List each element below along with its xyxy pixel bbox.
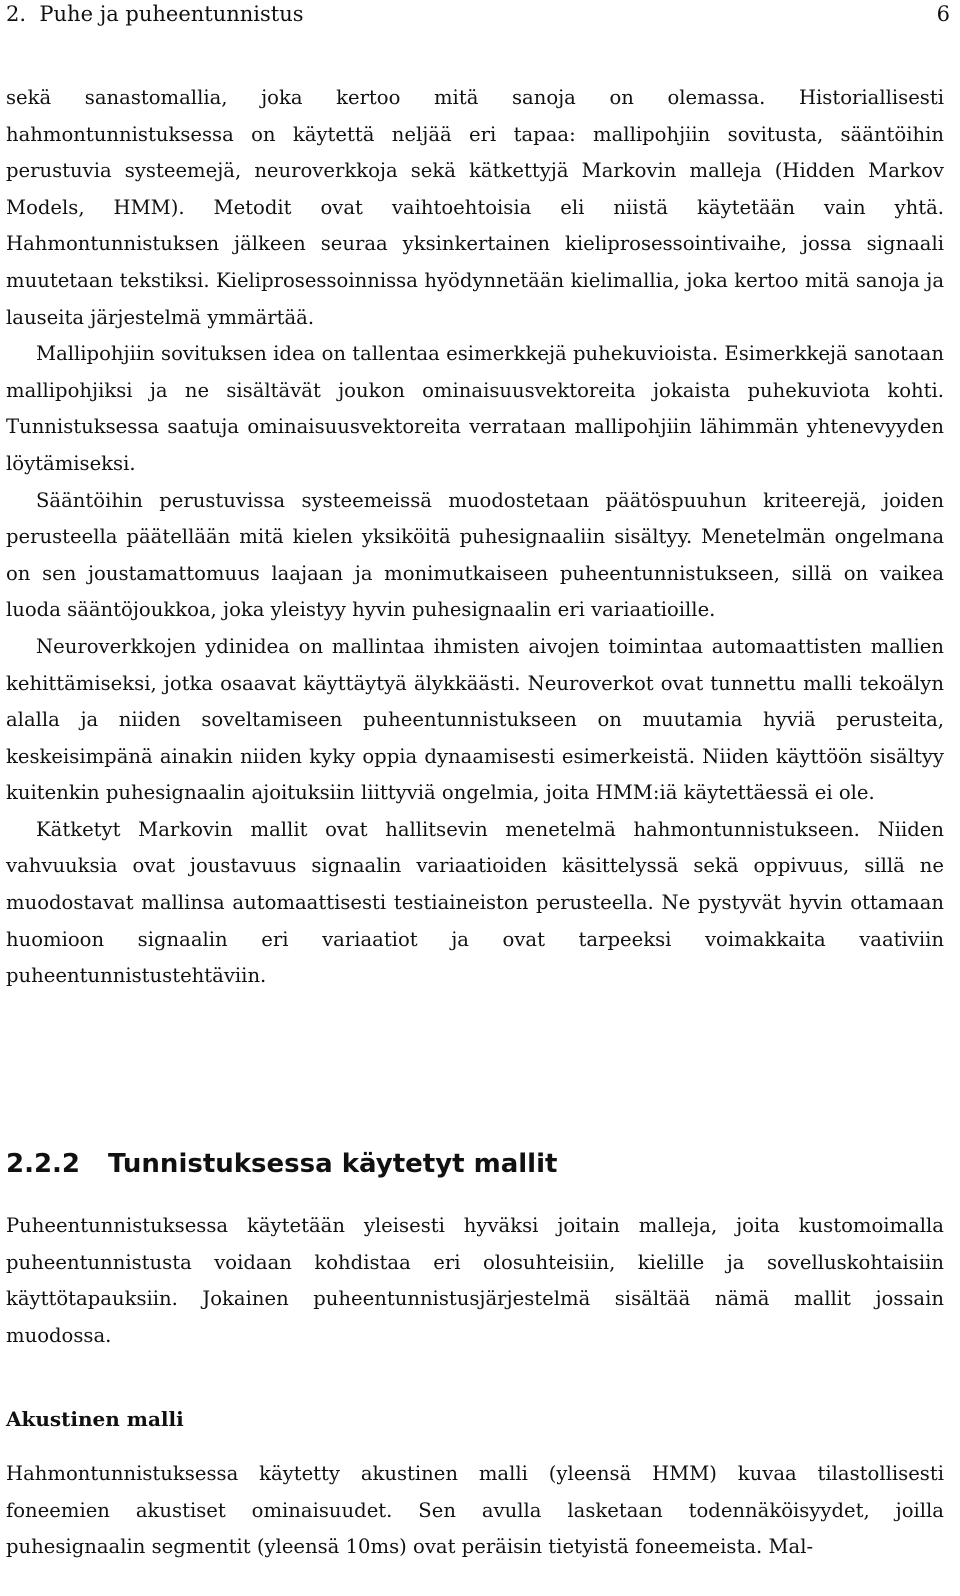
page-number: 6 [936, 2, 950, 26]
paragraph-lexicon: sekä sanastomallia, joka kertoo mitä sanoja on olemassa. Historiallisesti hahmontunnistuksessa on käytettä neljää eri tapaa: mallipohjiin sovitusta, sääntöihin perustuvia systeemejä, neuroverkkoja sekä kätkettyjä Markovin malleja (Hidden Markov Models, HMM). Metodit ovat vaihtoehtoisia eli niistä käytetään vain yhtä. Hahmontunnistuksen jälkeen seuraa yksinkertainen kieliprosessointivaihe, jossa signaali muutetaan tekstiksi. Kieliprosessoinnissa hyödynnetään kielimallia, joka kertoo mitä sanoja ja lauseita järjestelmä ymmärtää. [6, 86, 944, 329]
section-number: 2.2.2 [6, 1149, 81, 1179]
paragraph-models-intro: Puheentunnistuksessa käytetään yleisesti hyväksi joitain malleja, joita kustomoimalla puheentunnistusta voidaan kohdistaa eri olosuhteisiin, kielille ja sovelluskohtaisiin käyttötapauksiin. Jokainen puheentunnistusjärjestelmä sisältää nämä mallit jossain muodossa. [6, 1214, 944, 1347]
paragraph-hmm: Kätketyt Markovin mallit ovat hallitsevin menetelmä hahmontunnistukseen. Niiden vahvuuksia ovat joustavuus signaalin variaatioiden käsittelyssä sekä oppivuus, sillä ne muodostavat mallinsa automaattisesti testiaineiston perusteella. Ne pystyvät hyvin ottamaan huomioon signaalin eri variaatiot ja ovat tarpeeksi voimakkaita vaativiin puheentunnistustehtäviin. [6, 817, 944, 988]
chapter-heading [6, 0, 304, 30]
paragraph-acoustic-model: Hahmontunnistuksessa käytetty akustinen malli (yleensä HMM) kuvaa tilastollisesti foneemien akustiset ominaisuudet. Sen avulla lasketaan todennäköisyydet, joilla puhesignaalin segmentit (yleensä 10ms) ovat peräisin tietyistä foneemeista. Mal- [6, 1462, 944, 1559]
subsection-heading: Akustinen malli [6, 1407, 184, 1431]
paragraph-rule-based: Sääntöihin perustuvissa systeemeissä muodostetaan päätöspuuhun kriteerejä, joiden perusteella päätellään mitä kielen yksiköitä puhesignaaliin sisältyy. Menetelmän ongelmana on sen joustamattomuus laajaan ja monimutkaiseen puheentunnistukseen, sillä on vaikea luoda sääntöjoukkoa, joka yleistyy hyvin puhesignaalin eri variaatioille. [6, 488, 944, 622]
section-intro-block [6, 1208, 944, 1354]
chapter-number: 2. [6, 2, 27, 26]
acoustic-model-block [6, 1456, 944, 1566]
body-text-block [6, 80, 944, 995]
section-heading [6, 1144, 557, 1184]
section-title: Tunnistuksessa käytetyt mallit [108, 1149, 558, 1179]
chapter-title: Puhe ja puheentunnistus [39, 2, 304, 26]
paragraph-neural-networks: Neuroverkkojen ydinidea on mallintaa ihmisten aivojen toimintaa automaattisten mallien kehittämiseksi, jotka osaavat käyttäytyä älykkäästi. Neuroverkot ovat tunnettu malli tekoälyn alalla ja niiden soveltamiseen puheentunnistukseen on muutamia hyviä perusteita, keskeisimpänä ainakin niiden kyky oppia dynaamisesti esimerkeistä. Niiden käyttöön sisältyy kuitenkin puhesignaalin ajoituksiin liittyviä ongelmia, joita HMM:iä käytettäessä ei ole. [6, 634, 944, 805]
paragraph-template-matching: Mallipohjiin sovituksen idea on tallentaa esimerkkejä puhekuvioista. Esimerkkejä sanotaan mallipohjiksi ja ne sisältävät joukon ominaisuusvektoreita jokaista puhekuviota kohti. Tunnistuksessa saatuja ominaisuusvektoreita verrataan mallipohjiin lähimmän yhtenevyyden löytämiseksi. [6, 342, 944, 475]
running-header [6, 0, 950, 30]
